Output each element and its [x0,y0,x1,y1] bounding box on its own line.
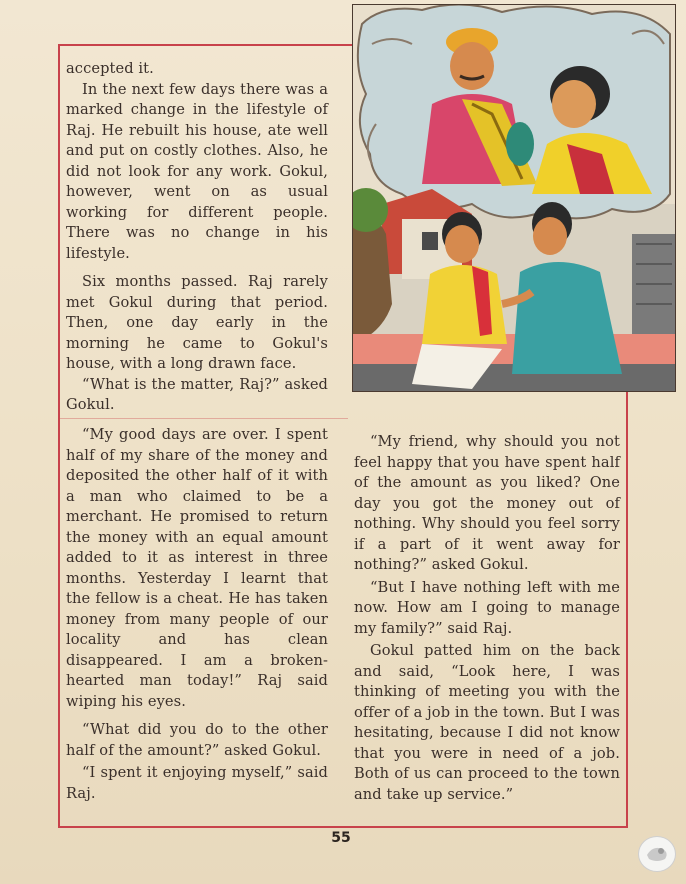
border-left [58,44,60,828]
paragraph: “My good days are over. I spent half of my share of the money and deposited the other half of it with a man who claimed to be a merchant. He promised to return the money with an equal amount added to it as interest in three months. Yesterday I learnt that the fellow is a cheat. He has taken money from many people of our locality and has clean disappeared. I am a broken-hearted man today!” Raj said wiping his eyes. [66,426,328,710]
border-bottom [58,826,628,828]
border-right [626,392,628,828]
left-column-bottom [66,425,328,812]
paragraph: accepted it. [66,60,154,77]
paragraph: In the next few days there was a marked change in the lifestyle of Raj. He rebuilt his house, ate well and put on costly clothes. Also, he did not look for any work. Gokul, however, went on as usual working for different people. There was no change in his lifestyle. [66,80,328,262]
money-bag [506,122,534,166]
library-stamp-icon [638,836,676,872]
story-illustration [352,4,676,392]
paragraph: “My friend, why should you not feel happy that you have spent half of the amount as you liked? One day you got the money out of nothing. Why should you feel sorry if a part of it went away for nothing?” asked Gokul. [354,433,620,573]
illustration-svg [352,4,676,392]
yellow-kurta [422,265,507,344]
paragraph: “What did you do to the other half of the amount?” asked Gokul. [66,721,328,759]
border-top-left [58,44,352,46]
paragraph: Six months passed. Raj rarely met Gokul during that period. Then, one day early in the morning he came to Gokul's house, with a long drawn face. [66,273,328,372]
page-number: 55 [331,830,351,846]
paragraph: “What is the matter, Raj?” asked Gokul. [66,375,328,413]
face [450,42,494,90]
paragraph: “I spent it enjoying myself,” said Raj. [66,764,328,802]
paragraph: “But I have nothing left with me now. How am I going to manage my family?” said Raj. [354,578,620,637]
right-column [354,432,620,813]
left-column-top [66,59,328,424]
paragraph: Gokul patted him on the back and said, “Look here, I was thinking of meeting you with the offer of a job in the town. But I was hesitating, because I did not know that you were in need of a job. Both of us can proceed to the town and take up service.” [354,642,620,803]
